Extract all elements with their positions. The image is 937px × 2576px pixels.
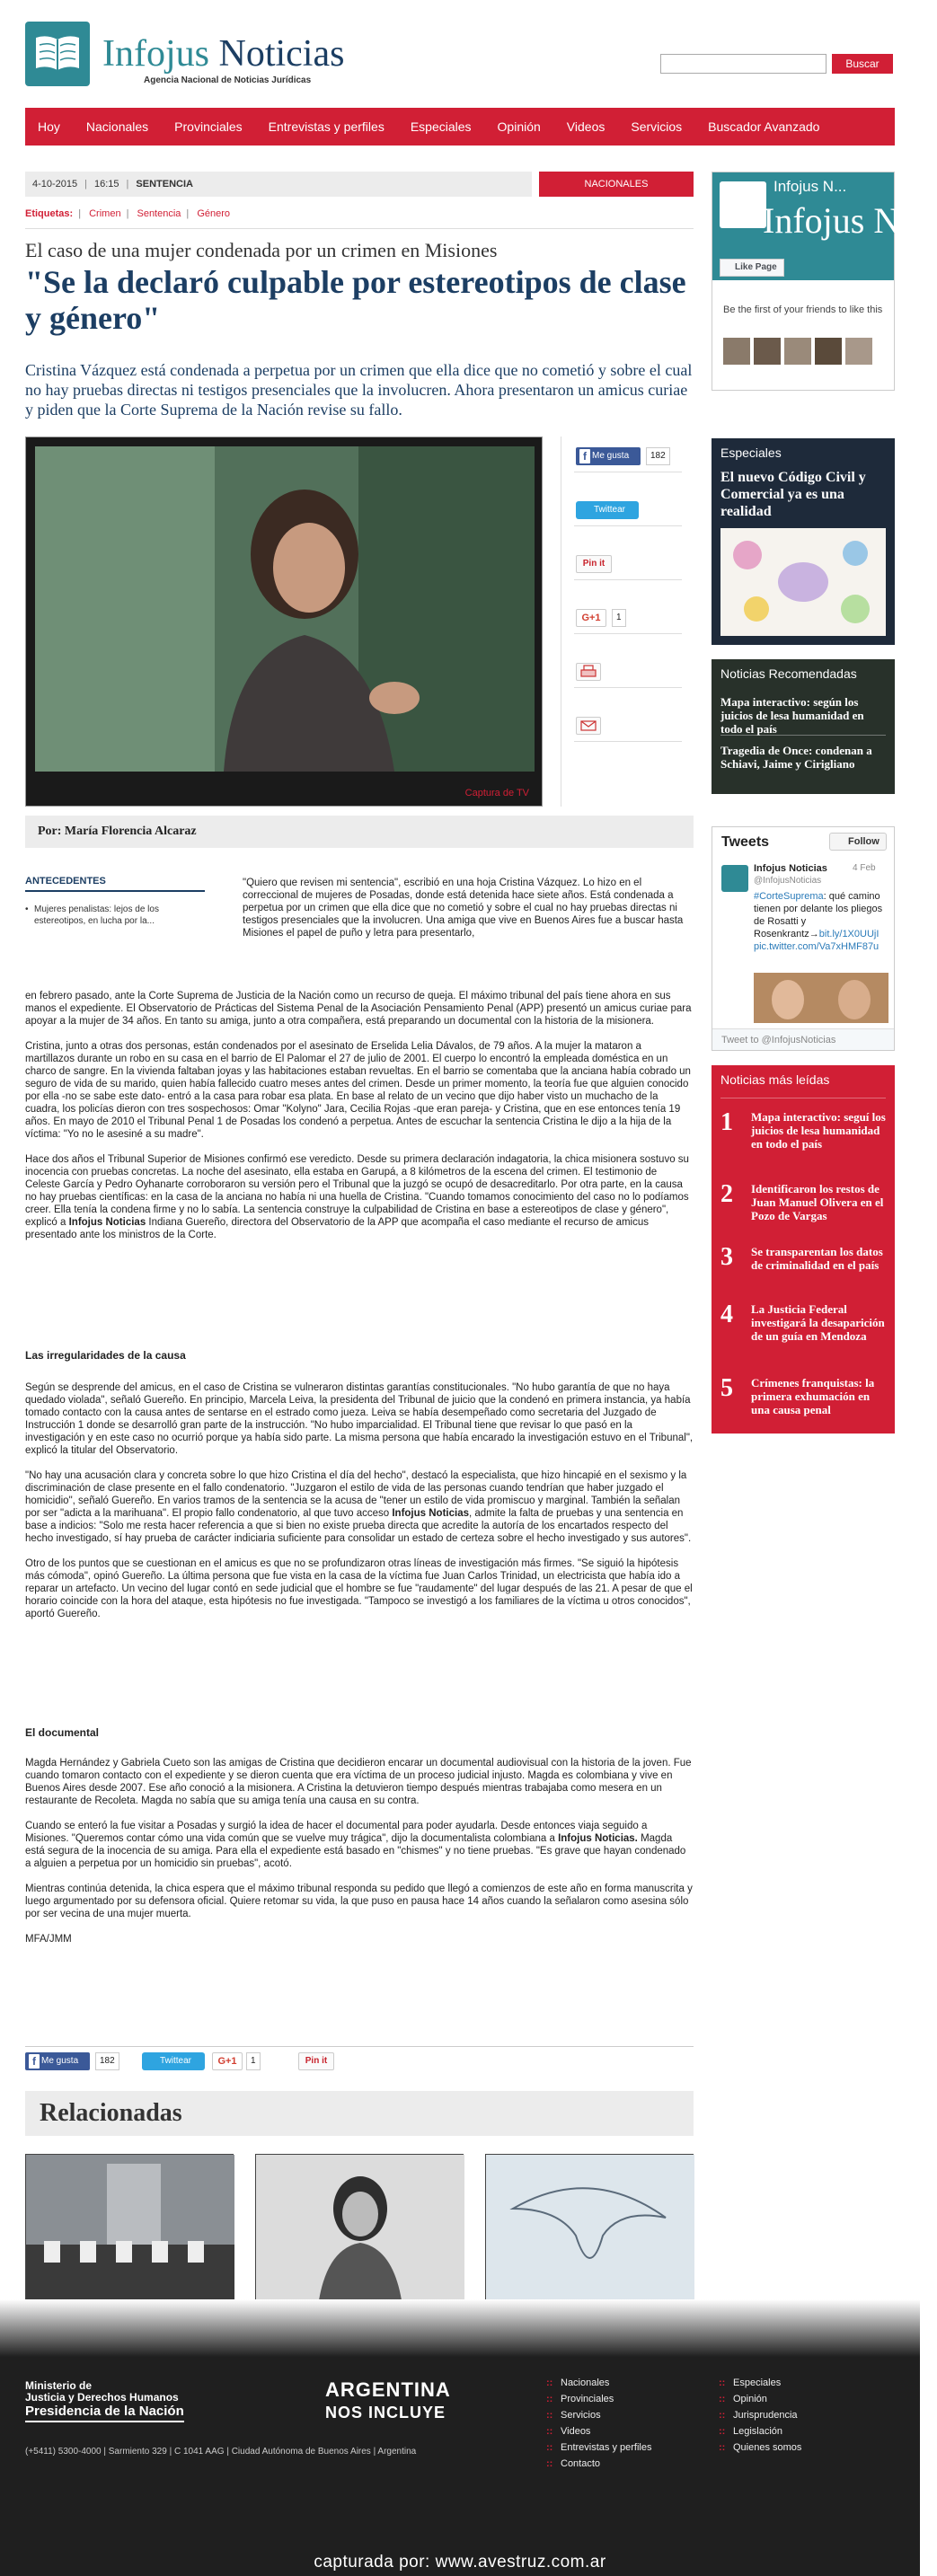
rank-number: 5 [720, 1374, 733, 1402]
footer-link[interactable]: :: Nacionales [546, 2375, 651, 2391]
paragraph: Según se desprende del amicus, en el caso de Cristina se vulneraron distintas garantías constitucionales. "No hubo garantía de que no haya quedado violada", señaló Guereño. En principio, Marcela Leiva, la presidenta del Tribunal de juicio que la condenó en primera instancia, ya había tomado contacto con la causa antes de sentarse en el estrado como jueza. Leiva se había desempeñado como secretaria del Juzgado de Instrucción 1 donde se desarrolló gran parte de la instrucción. "No hubo imparcialidad. El Tribunal tiene que revisar lo que pasó en la investigación y en este caso no ocurrió porque ya había sido parte. La misma persona que había encarado la investigación estuvo en el Tribunal", explicó la titular del Observatorio. [25, 1382, 694, 1456]
tweet-link[interactable]: bit.ly/1X0UUjI [818, 929, 880, 940]
divider [720, 735, 886, 736]
facebook-page-widget [712, 172, 937, 391]
presidency-name: Presidencia de la Nación [25, 2404, 184, 2422]
site-logo[interactable] [25, 22, 358, 92]
pinterest-button[interactable]: Pin it [576, 555, 612, 573]
mas-leida-title: Crímenes franquistas: la primera exhumación en una causa penal [751, 1376, 875, 1416]
especiales-image [720, 528, 886, 636]
gplus-button[interactable]: G+1 [212, 2052, 243, 2070]
footer-link[interactable]: :: Videos [546, 2423, 651, 2439]
section-badge[interactable]: NACIONALES [539, 172, 694, 197]
facebook-count: 182 [646, 447, 670, 465]
nav-item-hoy[interactable]: Hoy [38, 119, 60, 134]
tag-link[interactable]: Sentencia [137, 208, 181, 219]
search-button[interactable]: Buscar [832, 54, 893, 74]
tags: Etiquetas: | Crimen | Sentencia | Género [25, 208, 231, 219]
recomendada-link[interactable]: Tragedia de Once: condenan a Schiavi, Jaime y Cirigliano [720, 744, 872, 771]
argentina-logo: ARGENTINA [325, 2378, 451, 2401]
gplus-count: 1 [246, 2052, 261, 2070]
avatar [723, 338, 750, 365]
article-kicker: El caso de una mujer condenada por un crimen en Misiones [25, 239, 498, 261]
article-body-3 [25, 1757, 694, 1958]
facebook-icon: f [579, 449, 590, 463]
article-headline: "Se la declaró culpable por estereotipos de clase y género" [25, 264, 686, 336]
nav-item-especiales[interactable]: Especiales [410, 119, 472, 134]
facebook-like-button[interactable]: f Me gusta [576, 447, 641, 465]
related-title: Relacionadas [25, 2091, 694, 2136]
mas-leidas-label: Noticias más leídas [720, 1072, 830, 1087]
logo-subtitle: Agencia Nacional de Noticias Jurídicas [144, 75, 312, 85]
footer-link[interactable]: :: Entrevistas y perfiles [546, 2439, 651, 2456]
nav-item-buscador[interactable]: Buscador Avanzado [708, 119, 820, 134]
main-nav [25, 108, 895, 146]
footer-links-col-2 [719, 2375, 801, 2456]
tweet-author[interactable]: Infojus Noticias [754, 863, 827, 874]
tweet-date: 4 Feb [853, 863, 876, 873]
subheading: Las irregularidades de la causa [25, 1349, 186, 1362]
nav-item-videos[interactable]: Videos [566, 119, 606, 134]
email-button[interactable] [576, 717, 601, 735]
subheading: El documental [25, 1726, 100, 1739]
gplus-button[interactable]: G+1 [576, 609, 606, 627]
twitter-share-button[interactable]: Twittear [576, 501, 639, 519]
nav-item-opinion[interactable]: Opinión [497, 119, 541, 134]
antecedentes-link[interactable]: • Mujeres penalistas: lejos de los estereotipos, en lucha por la... [34, 904, 196, 927]
recomendadas-label: Noticias Recomendadas [720, 666, 857, 681]
footer-link[interactable]: :: Provinciales [546, 2391, 651, 2407]
article-signature: MFA/JMM [25, 1934, 72, 1945]
fb-page-name: Infojus N... [773, 178, 847, 195]
article-time: 16:15 [94, 179, 119, 190]
facebook-like-button[interactable]: f Me gusta [25, 2052, 90, 2070]
rank-number: 4 [720, 1301, 733, 1328]
nav-item-provinciales[interactable]: Provinciales [174, 119, 243, 134]
fb-friend-faces [723, 338, 876, 365]
paragraph: en febrero pasado, ante la Corte Suprema de Justicia de la Nación como un recurso de queja. El máximo tribunal del país tiene ahora en sus manos el expediente. El Observatorio de Prácticas del Sistema Penal de la Asociación Pensamiento Penal (APP) presentó un amicus curiae para apoyar a la mujer de 34 años. En tanto su amiga, junto a otra compañera, está preparando un documental con la historia de la misionera. [25, 991, 692, 1027]
footer-link[interactable]: :: Especiales [719, 2375, 801, 2391]
article-category: SENTENCIA [136, 179, 193, 190]
mas-leida-title: Identificaron los restos de Juan Manuel Olivera en el Pozo de Vargas [751, 1182, 884, 1222]
paragraph: Otro de los puntos que se cuestionan en el amicus es que no se profundizaron otras líneas de investigación más firmes. "Se siguió la hipótesis más cómoda", opinó Guereño. La última persona que fue vista en la casa de la víctima fue Juan Carlos Trinidad, un electricista que había ido a reparar un artefacto. Un vecino del lugar contó en sede judicial que el hombre se fue "raudamente" del lugar después de las 21. A pesar de que el horario coincide con la hora del ataque, esta hipótesis no fue investigada. "Tampoco se investigó a los familiares de la víctima u otros conocidos", aportó Guereño. [25, 1558, 693, 1619]
article-body-2 [25, 1381, 694, 1633]
footer-links-col-1 [546, 2375, 651, 2472]
article-date: 4-10-2015 [32, 179, 78, 190]
print-icon [577, 664, 600, 680]
tweet-link[interactable]: pic.twitter.com/Va7xHMF87u [754, 941, 880, 952]
footer [0, 2357, 920, 2576]
tweet-hashtag[interactable]: #CorteSuprema [754, 891, 824, 902]
mas-leida-title: La Justicia Federal investigará la desaparición de un guía en Mendoza [751, 1302, 885, 1343]
related-image [485, 2154, 694, 2299]
avatar [754, 338, 781, 365]
tag-link[interactable]: Crimen [89, 208, 121, 219]
twitter-follow-button[interactable]: Follow [829, 833, 887, 851]
fb-cover-text: Infojus Noti [763, 200, 937, 241]
share-row-pinterest [574, 544, 682, 580]
tag-link[interactable]: Género [197, 208, 231, 219]
article-video[interactable] [25, 437, 543, 807]
article-lead: Cristina Vázquez está condenada a perpetua por un crimen que ella dice que no cometió y sobre el cual no hay pruebas directas ni testigos presenciales que la involucren. Ahora presentaron un amicus curiae y piden que la Corte Suprema de la Nación revise su fallo. [25, 361, 693, 419]
recomendada-link[interactable]: Mapa interactivo: según los juicios de lesa humanidad en todo el país [720, 695, 864, 736]
share-row-twitter [574, 490, 682, 526]
nav-item-servicios[interactable]: Servicios [631, 119, 683, 134]
nav-item-entrevistas[interactable]: Entrevistas y perfiles [268, 119, 385, 134]
footer-link[interactable]: :: Contacto [546, 2456, 651, 2472]
article-meta: 4-10-2015 | 16:15 | SENTENCIA [25, 172, 532, 197]
paragraph: "No hay una acusación clara y concreta sobre lo que hizo Cristina el día del hecho", destacó la especialista, que hizo hincapié en el sexismo y la discriminación de clase presente en el fallo condenatorio. "Juzgaron el estilo de vida de las personas cuando tendrían que haber juzgado el homicidio", señaló Guereño. En varios tramos de la sentencia se la acusa de "tener un estilo de vida promiscuo y marginal. También la señalan por ser "adicta a la marihuana". El propio fallo condenatorio, al que tuvo acceso Infojus Noticias, admite la falta de pruebas y una sentencia en base a indicios: "Solo me resta hacer referencia a que si bien no existe prueba directa que acredite la autoría de los encartados respecto del hecho investigado, sí hay prueba de carácter indiciaria suficiente para consolidar un estado de certeza sobre el hecho investigado y sus autores". [25, 1470, 692, 1544]
antecedentes-title: ANTECEDENTES [25, 876, 205, 892]
tweets-title: Tweets [721, 834, 770, 850]
footer-link[interactable]: :: Quienes somos [719, 2439, 801, 2456]
avatar [815, 338, 842, 365]
rank-number: 1 [720, 1108, 733, 1136]
logo-wordmark: Infojus Noticias [102, 33, 345, 75]
pinterest-button[interactable]: Pin it [298, 2052, 334, 2070]
gplus-count: 1 [612, 609, 626, 627]
tweet-text: #CorteSuprema: qué camino tienen por delante los pliegos de Rosatti y Rosenkrantz→bit.ly/1X0UUjI pic.twitter.com/Va7xHMF87u [754, 891, 883, 952]
ministry-name: Ministerio de Justicia y Derechos Humanos [25, 2379, 179, 2404]
paragraph: Cristina, junto a otras dos personas, están condenados por el asesinato de Erselida Lelia Dávalos, de 79 años. A la mujer la mataron a martillazos durante un robo en su casa en el barrio de El Palomar el 27 de julio de 2001. El cuerpo lo encontró la empleada doméstica en un charco de sangre. En la vivienda faltaban joyas y las habitaciones estaban revueltas. En el barrio se comentaba que la anciana había cobrado un seguro de vida de su marido, quien había fallecido cuatro meses antes del crimen. Desde un primer momento, la teoría fue que alguien conocido por ella -no se sabe este dato- entró a la casa para robar esa plata. En base al relato de un vecino que dijo haber visto un muchacho de la cuadra, los policías dieron con tres sospechosos: Omar "Kolyno" Jara, Cecilia Rojas -que eran pareja- y Cristina, que en ese entonces tenía 19 años. En mayo de 2010 el Tribunal Penal 1 de Posadas los condenó a perpetua. Antes de escuchar la sentencia Cristina le dijo a la hija de la víctima: "Yo no le asesiné a su madre". [25, 1041, 691, 1140]
watermark: capturada por: www.avestruz.com.ar [314, 2553, 606, 2572]
article-body-1 [25, 990, 694, 1254]
fb-friends-text: Be the first of your friends to like this [723, 304, 883, 315]
nav-item-nacionales[interactable]: Nacionales [85, 119, 149, 134]
avatar [845, 338, 872, 365]
especiales-title: El nuevo Código Civil y Comercial ya es una realidad [720, 470, 866, 519]
share-row-facebook [574, 437, 682, 472]
share-row-gplus [574, 598, 682, 634]
especiales-box[interactable] [712, 438, 895, 645]
footer-link[interactable]: :: Opinión [719, 2391, 801, 2407]
paragraph: Cuando se enteró la fue visitar a Posadas y surgió la idea de hacer el documental para poder ayudarla. Desde entonces viaja seguido a Misiones. "Queremos contar cómo una vida común que se vuelve muy trágica", dijo la documentalista colombiana a Infojus Noticias. Magda está segura de la inocencia de su amiga. Para ella el expediente está basado en "chismes" y no tiene pruebas. "Es grave que hayan condenado a alguien a perpetua por un homicidio sin pruebas", acotó. [25, 1821, 686, 1869]
tags-label: Etiquetas: [25, 208, 74, 219]
footer-link[interactable]: :: Jurisprudencia [719, 2407, 801, 2423]
related-image [25, 2154, 234, 2299]
article-byline: Por: María Florencia Alcaraz [25, 816, 694, 848]
recomendadas-box [712, 659, 895, 794]
paragraph: Mientras continúa detenida, la chica espera que el máximo tribunal responda su pedido que llegó a comienzos de este año en forma manuscrita y luego argumentado por su defensora oficial. Quiere retomar su vida, la que puso en pausa hace 14 años cuando la señalaron como asesina sólo por ser vecina de una mujer muerta. [25, 1883, 693, 1919]
especiales-label: Especiales [720, 446, 782, 460]
share-row-print [574, 652, 682, 688]
facebook-count: 182 [95, 2052, 119, 2070]
logo-book-icon [25, 22, 90, 86]
video-caption: Captura de TV [464, 788, 529, 798]
mas-leida-title: Se transparentan los datos de criminalidad en el país [751, 1245, 883, 1272]
facebook-page-cover[interactable] [712, 172, 937, 280]
twitter-share-button[interactable]: Twittear [142, 2052, 205, 2070]
print-button[interactable] [576, 663, 601, 681]
share-panel [561, 437, 694, 807]
footer-fade [0, 2299, 920, 2357]
twitter-widget [712, 826, 895, 1051]
avatar [784, 338, 811, 365]
video-frame [35, 446, 535, 772]
rank-number: 2 [720, 1180, 733, 1208]
paragraph: Hace dos años el Tribunal Superior de Misiones confirmó ese veredicto. Desde su primera declaración indagatoria, la chica misionera sostuvo su inocencia con pruebas concretas. La noche del asesinato, ella estaba en Garupá, a 8 kilómetros de la escena del crimen. El testimonio de Celeste García y Pedro Oyhanarte corroboraron su versión pero el Tribunal que la juzgó se ocupó de desacreditarlo. Por otra parte, en la causa no hay pruebas científicas: en la casa de la anciana no había ni una huella de Cristina. "Cuando tomamos conocimiento del caso no lo podíamos creer. Ella tenía la condena firme y no lo sabía. La sentencia construye la culpabilidad de Cristina en base a estereotipos de clase y género", explicó a Infojus Noticias Indiana Guereño, directora del Observatorio de la APP que acompaña el caso mediante el recurso de amicus presentado ante los ministros de la Corte. [25, 1154, 689, 1240]
facebook-icon: f [29, 2054, 40, 2069]
related-image [255, 2154, 464, 2299]
envelope-icon [577, 718, 600, 734]
mas-leida-title: Mapa interactivo: seguí los juicios de lesa humanidad en todo el país [751, 1110, 886, 1151]
bottom-share [25, 2046, 694, 2073]
rank-number: 3 [720, 1243, 733, 1271]
footer-link[interactable]: :: Servicios [546, 2407, 651, 2423]
tweet-photo[interactable] [754, 973, 888, 1023]
like-page-button[interactable]: Like Page [720, 259, 784, 277]
paragraph: Magda Hernández y Gabriela Cueto son las amigas de Cristina que decidieron encarar un documental audiovisual con la historia de la joven. Fue cuando tomaron contacto con el expediente y se dieron cuenta que era víctima de un proceso judicial injusto. Magda es colombiana y vive en Buenos Aires desde 2007. Ese año conoció a la misionera. A Cristina la detuvieron tiempo después mientras trabajaba como mesera en un restaurante de Recoleta. Magda no sabía que su amiga tenía una causa en su contra. [25, 1758, 692, 1806]
article-intro: "Quiero que revisen mi sentencia", escribió en una hoja Cristina Vázquez. Lo hizo en el correccional de mujeres de Posadas, donde está detenida hace siete años. Está condenada a perpetua por un crimen que ella dice que no cometió y sobre el cual no hay pruebas directas ni testigos presenciales que la involucren. Una amiga que vive en Buenos Aires fue a buscar hasta Misiones el papel de puño y letra para presentarlo, [243, 878, 684, 939]
footer-link[interactable]: :: Legislación [719, 2423, 801, 2439]
search-input[interactable] [660, 54, 827, 74]
tweet-handle: @InfojusNoticias [754, 876, 822, 886]
argentina-tagline: NOS INCLUYE [325, 2404, 446, 2422]
footer-address: (+5411) 5300-4000 | Sarmiento 329 | C 1041 AAG | Ciudad Autónoma de Buenos Aires | Argentina [25, 2447, 417, 2457]
mas-leidas-box [712, 1065, 895, 1434]
divider [25, 228, 694, 229]
share-row-email [574, 706, 682, 742]
avatar[interactable] [721, 865, 748, 892]
tweet-to-input[interactable]: Tweet to @InfojusNoticias [712, 1028, 894, 1050]
page-avatar [720, 181, 766, 228]
